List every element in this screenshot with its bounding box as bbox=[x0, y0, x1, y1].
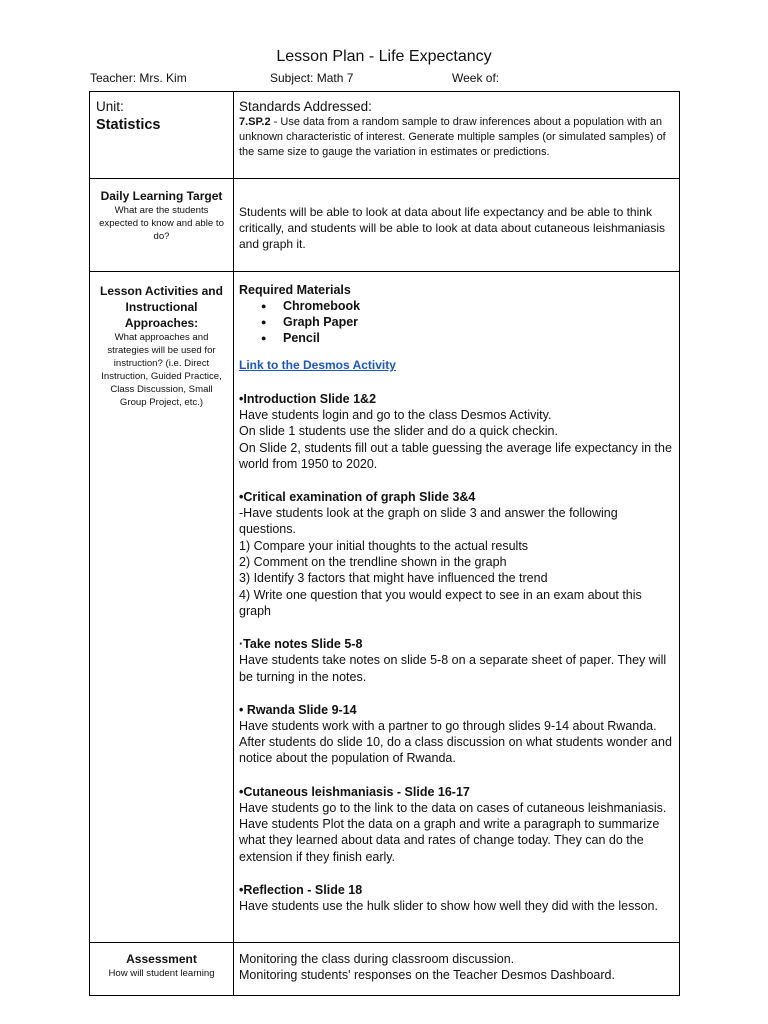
section-heading: •Cutaneous leishmaniasis - Slide 16-17 bbox=[239, 784, 470, 799]
activities-label-cell bbox=[90, 272, 234, 943]
materials-list bbox=[239, 298, 674, 346]
section-heading: •Introduction Slide 1&2 bbox=[239, 392, 377, 406]
teacher-label: Teacher: Mrs. Kim bbox=[90, 71, 187, 85]
section-line: Have students take notes on slide 5-8 on a separate sheet of paper. They will be turning in the notes. bbox=[239, 653, 667, 684]
unit-row bbox=[90, 92, 680, 179]
lesson-plan-table bbox=[89, 91, 680, 996]
assessment-label-cell bbox=[90, 943, 234, 996]
section-line: 2) Comment on the trendline shown in the graph bbox=[239, 555, 507, 570]
section-heading: •Critical examination of graph Slide 3&4 bbox=[239, 490, 476, 505]
materials-item: ● Chromebook bbox=[261, 298, 674, 314]
assessment-content-cell bbox=[234, 943, 680, 996]
desmos-activity-link[interactable]: Link to the Desmos Activity bbox=[239, 358, 396, 372]
section-line: Have students go to the link to the data on cases of cutaneous leishmaniasis. Have students Plot the data on a graph and write a paragraph to summarize what they learned about data and rates of change today. They can do the extension if they finish early. bbox=[239, 800, 667, 864]
daily-target-heading: Daily Learning Target bbox=[100, 189, 223, 203]
section-line: Have students work with a partner to go through slides 9-14 about Rwanda. After students do slide 10, do a class discussion on what students wonder and notice about the population of Rwanda. bbox=[239, 718, 672, 766]
standards-text: - Use data from a random sample to draw inferences about a population with an unknown characteristic of interest. Generate multiple samples (or simulated samples) of the same size to gauge the variation in estimates or predictions. bbox=[239, 116, 666, 158]
daily-target-text-cell bbox=[234, 179, 680, 272]
assessment-subtext: How will student learning bbox=[108, 968, 215, 979]
section-line: 3) Identify 3 factors that might have influenced the trend bbox=[239, 571, 548, 586]
assessment-row bbox=[90, 943, 680, 996]
section-line: -Have students look at the graph on slide 3 and answer the following questions. bbox=[239, 506, 618, 537]
unit-label: Unit: bbox=[96, 99, 124, 114]
section-introduction bbox=[239, 391, 674, 472]
activities-subtext: What approaches and strategies will be used for instruction? (i.e. Direct Instruction, Guided Practice, Class Discussion, Small Group Project, etc.) bbox=[101, 332, 222, 408]
materials-title: Required Materials bbox=[239, 283, 351, 297]
daily-target-row bbox=[90, 179, 680, 272]
week-label: Week of: bbox=[452, 71, 500, 85]
section-line: 4) Write one question that you would expect to see in an exam about this graph bbox=[239, 587, 642, 618]
section-line: Have students use the hulk slider to show how well they did with the lesson. bbox=[239, 898, 658, 913]
assessment-line: Monitoring the class during classroom discussion. bbox=[239, 952, 515, 966]
section-reflection bbox=[239, 882, 674, 914]
activities-content-cell bbox=[234, 272, 680, 943]
materials-item: ● Pencil bbox=[261, 330, 674, 346]
unit-value: Statistics bbox=[96, 117, 161, 133]
activities-row bbox=[90, 272, 680, 943]
assessment-heading: Assessment bbox=[126, 952, 197, 966]
daily-target-label-cell bbox=[90, 179, 234, 272]
section-cutaneous-leishmaniasis bbox=[239, 784, 674, 865]
subject-label: Subject: Math 7 bbox=[270, 71, 354, 85]
standards-body bbox=[239, 115, 674, 160]
section-line: Have students login and go to the class Desmos Activity. bbox=[239, 408, 552, 422]
standards-title: Standards Addressed: bbox=[239, 99, 372, 114]
assessment-line: Monitoring students' responses on the Teacher Desmos Dashboard. bbox=[239, 968, 615, 982]
section-take-notes bbox=[239, 636, 674, 685]
section-heading: • Rwanda Slide 9-14 bbox=[239, 702, 357, 717]
standards-code: 7.SP.2 bbox=[239, 116, 271, 128]
document-title: Lesson Plan - Life Expectancy bbox=[276, 48, 492, 65]
section-heading: ·Take notes Slide 5-8 bbox=[239, 637, 363, 652]
daily-target-text: Students will be able to look at data about life expectancy and be able to think critically, and students will be able to look at data about cutaneous leishmaniasis and graph it. bbox=[239, 205, 666, 251]
document-header-row bbox=[0, 71, 768, 89]
section-line: On slide 1 students use the slider and do a quick checkin. bbox=[239, 424, 558, 439]
section-line: On Slide 2, students fill out a table guessing the average life expectancy in the world from 1950 to 2020. bbox=[239, 440, 672, 471]
activities-heading: Lesson Activities and Instructional Approaches: bbox=[100, 284, 223, 330]
standards-cell bbox=[234, 92, 680, 179]
daily-target-subtext: What are the students expected to know and able to do? bbox=[99, 205, 224, 242]
section-line: 1) Compare your initial thoughts to the actual results bbox=[239, 538, 529, 553]
unit-cell bbox=[90, 92, 234, 179]
section-rwanda bbox=[239, 702, 674, 767]
section-critical-examination bbox=[239, 489, 674, 619]
section-heading: •Reflection - Slide 18 bbox=[239, 882, 363, 897]
materials-item: ● Graph Paper bbox=[261, 314, 674, 330]
